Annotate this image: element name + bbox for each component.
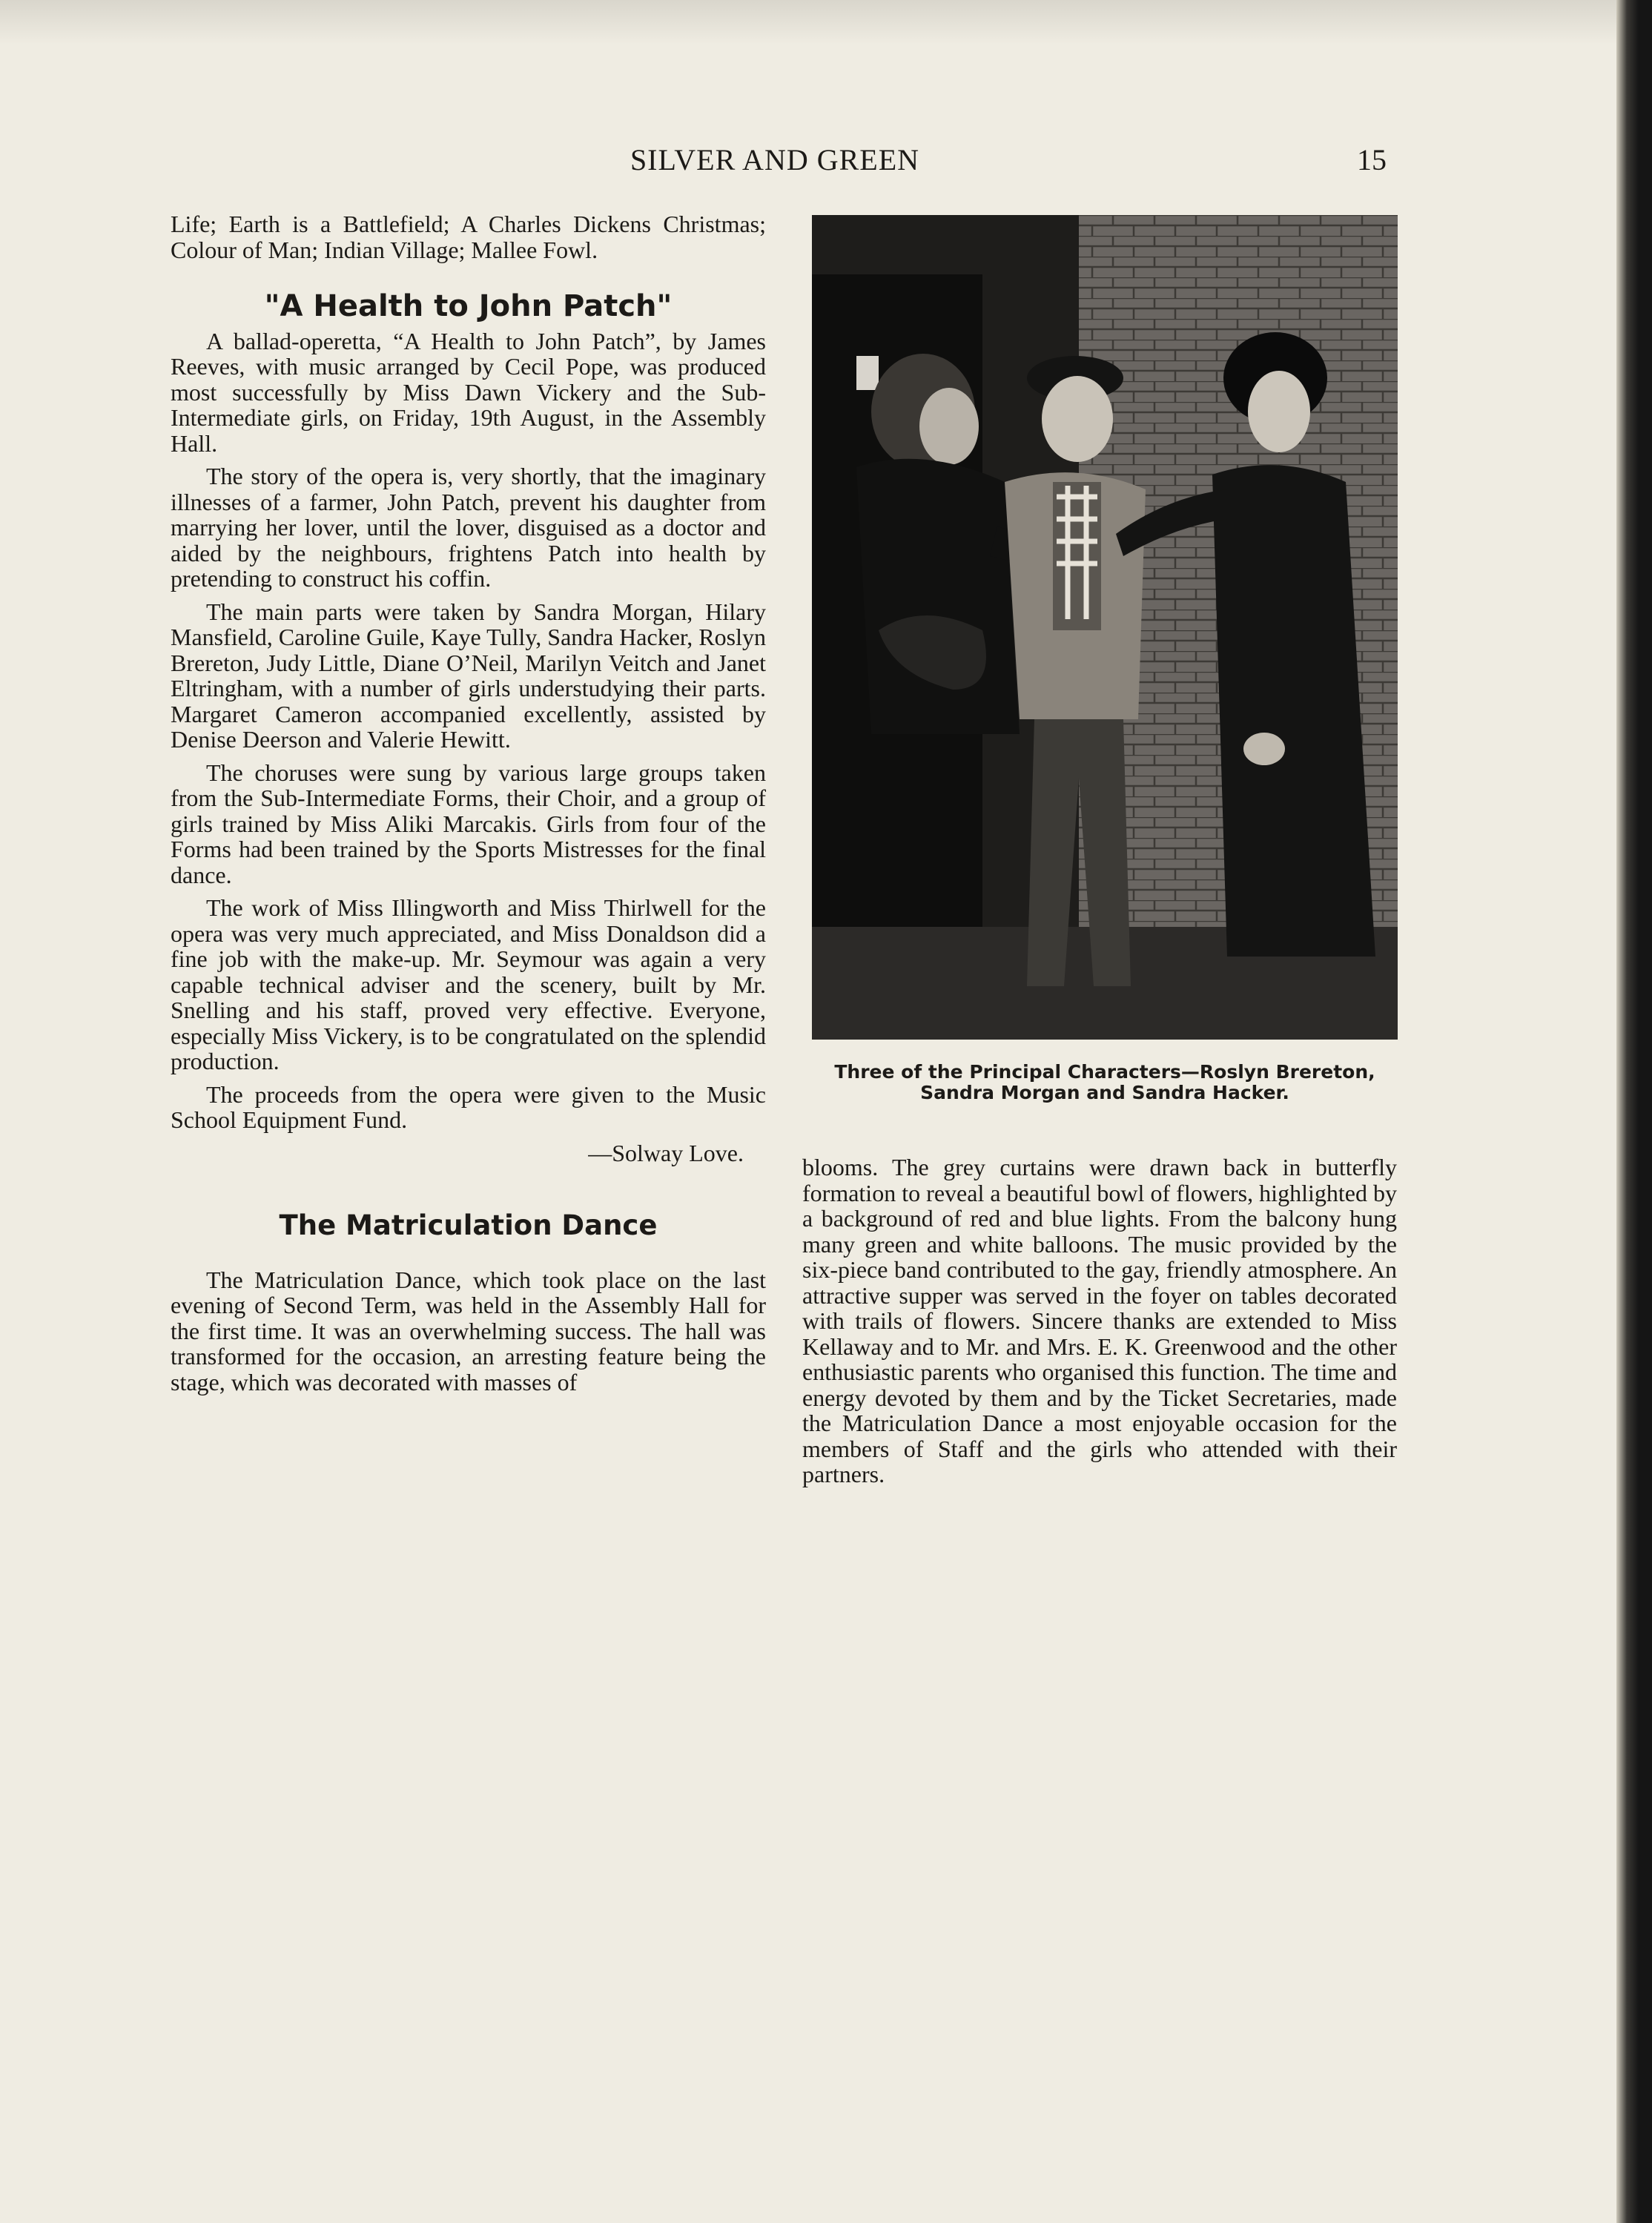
page-number: 15 — [1357, 143, 1387, 176]
running-header — [171, 142, 1387, 187]
left-column — [171, 211, 766, 1402]
right-column — [802, 1155, 1397, 1495]
cast-photograph — [812, 215, 1398, 1040]
article-paragraph: The work of Miss Illingworth and Miss Thirlwell for the opera was very much appreciated, and Miss Donaldson did a fine job with the make-up. Mr. Seymour was again a very capable technical adviser and the scenery, built by Mr. Snelling and his staff, proved very effective. Everyone, especially Miss Vickery, is to be congratulated on the splendid production. — [171, 894, 766, 1074]
photo-caption: Three of the Principal Characters—Roslyn Brereton, Sandra Morgan and Sandra Hacker. — [834, 1061, 1375, 1103]
running-title: SILVER AND GREEN — [630, 143, 920, 176]
photo-illustration — [812, 215, 1398, 1040]
author-signature: —Solway Love. — [588, 1139, 744, 1166]
article-paragraph: The story of the opera is, very shortly, that the imaginary illnesses of a farmer, John Patch, prevent his daughter from marrying her lover, until the lover, disguised as a doctor and aided by the neighbours, frightens Patch into health by pretending to construct his coffin. — [171, 463, 766, 592]
page-top-shadow — [0, 0, 1616, 44]
section-heading-john-patch: "A Health to John Patch" — [264, 289, 673, 323]
article-paragraph-continued: blooms. The grey curtains were drawn back in butterfly formation to reveal a beautiful bowl of flowers, highlighted by a background of red and blue lights. From the balcony hung many green and white balloons. The music provided by the six-piece band contributed to the gay, friendly atmosphere. An attractive supper was served in the foyer on tables decorated with trails of flowers. Sincere thanks are extended to Miss Kellaway and to Mr. and Mrs. E. K. Greenwood and the other enthusiastic parents who organised this function. The time and energy devoted by them and by the Ticket Secretaries, made the Matriculation Dance a most enjoyable occasion for the members of Staff and the girls who attended with their partners. — [802, 1154, 1397, 1487]
article-paragraph: The main parts were taken by Sandra Morgan, Hilary Mansfield, Caroline Guile, Kaye Tully, Sandra Hacker, Roslyn Brereton, Judy Little, Diane O’Neil, Marilyn Veitch and Janet Eltringham, with a number of girls understudying their parts. Margaret Cameron accompanied excellently, assisted by Denise Deerson and Valerie Hewitt. — [171, 598, 766, 753]
article-paragraph: The Matriculation Dance, which took place on the last evening of Second Term, was held in the Assembly Hall for the first time. It was an overwhelming success. The hall was transformed for the occasion, an arresting feature being the stage, which was decorated with masses of — [171, 1266, 766, 1395]
continued-paragraph: Life; Earth is a Battlefield; A Charles Dickens Christmas; Colour of Man; Indian Village; Mallee Fowl. — [171, 211, 766, 263]
article-paragraph: The choruses were sung by various large groups taken from the Sub-Intermediate Forms, their Choir, and a group of girls trained by Miss Aliki Marcakis. Girls from four of the Forms had been trained by the Sports Mistresses for the final dance. — [171, 759, 766, 888]
article-paragraph: A ballad-operetta, “A Health to John Patch”, by James Reeves, with music arranged by Cecil Pope, was produced most successfully by Miss Dawn Vickery and the Sub-Intermediate girls, on Friday, 19th August, in the Assembly Hall. — [171, 327, 766, 457]
page-binding-edge — [1616, 0, 1652, 2223]
section-heading-matriculation-dance: The Matriculation Dance — [279, 1209, 658, 1241]
article-paragraph: The proceeds from the opera were given to the Music School Equipment Fund. — [171, 1080, 766, 1133]
